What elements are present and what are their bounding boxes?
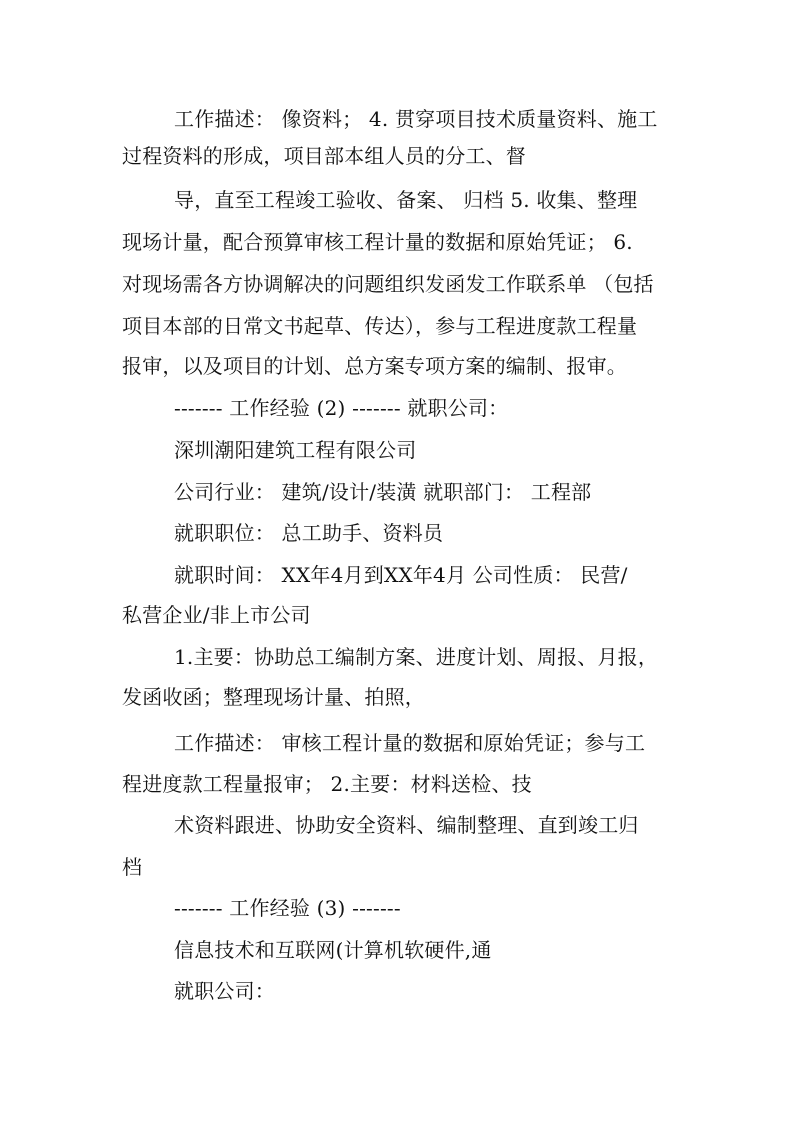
text-line: 现场计量，配合预算审核工程计量的数据和原始凭证； 6. [122,230,633,254]
text-line: 工作描述： 像资料； 4. 贯穿项目技术质量资料、施工 [174,107,658,131]
text-line: 信息技术和互联网(计算机软硬件,通 [174,938,492,962]
text-line: 项目本部的日常文书起草、传达），参与工程进度款工程量 [122,314,638,338]
text-line: 工作描述： 审核工程计量的数据和原始凭证；参与工 [174,731,646,755]
text-line: 就职时间： XX年4月到XX年4月 公司性质： 民营/ [174,563,628,587]
text-line: 发函收函；整理现场计量、拍照， [122,685,425,709]
text-line: 1.主要：协助总工编制方案、进度计划、周报、月报， [174,645,659,669]
text-line: 术资料跟进、协助安全资料、编制整理、直到竣工归 [174,813,639,837]
text-line: 深圳潮阳建筑工程有限公司 [174,438,417,462]
text-line: ------- 工作经验 (3) ------- [174,896,401,920]
text-line: 就职职位： 总工助手、资料员 [174,521,444,545]
text-line: 就职公司： [174,979,275,1003]
text-line: 公司行业： 建筑/设计/装潢 就职部门： 工程部 [174,480,592,504]
text-line: 程进度款工程量报审； 2.主要：材料送检、技 [122,772,532,796]
text-line: 过程资料的形成，项目部本组人员的分工、督 [122,144,526,168]
text-line: 私营企业/非上市公司 [122,603,311,627]
text-line: 报审，以及项目的计划、总方案专项方案的编制、报审。 [122,354,627,378]
text-line: 对现场需各方协调解决的问题组织发函发工作联系单 （包括 [122,272,654,296]
text-line: ------- 工作经验 (2) ------- 就职公司： [174,396,509,420]
text-line: 导，直至工程竣工验收、备案、 归档 5. 收集、整理 [174,188,638,212]
text-line: 档 [122,855,143,879]
